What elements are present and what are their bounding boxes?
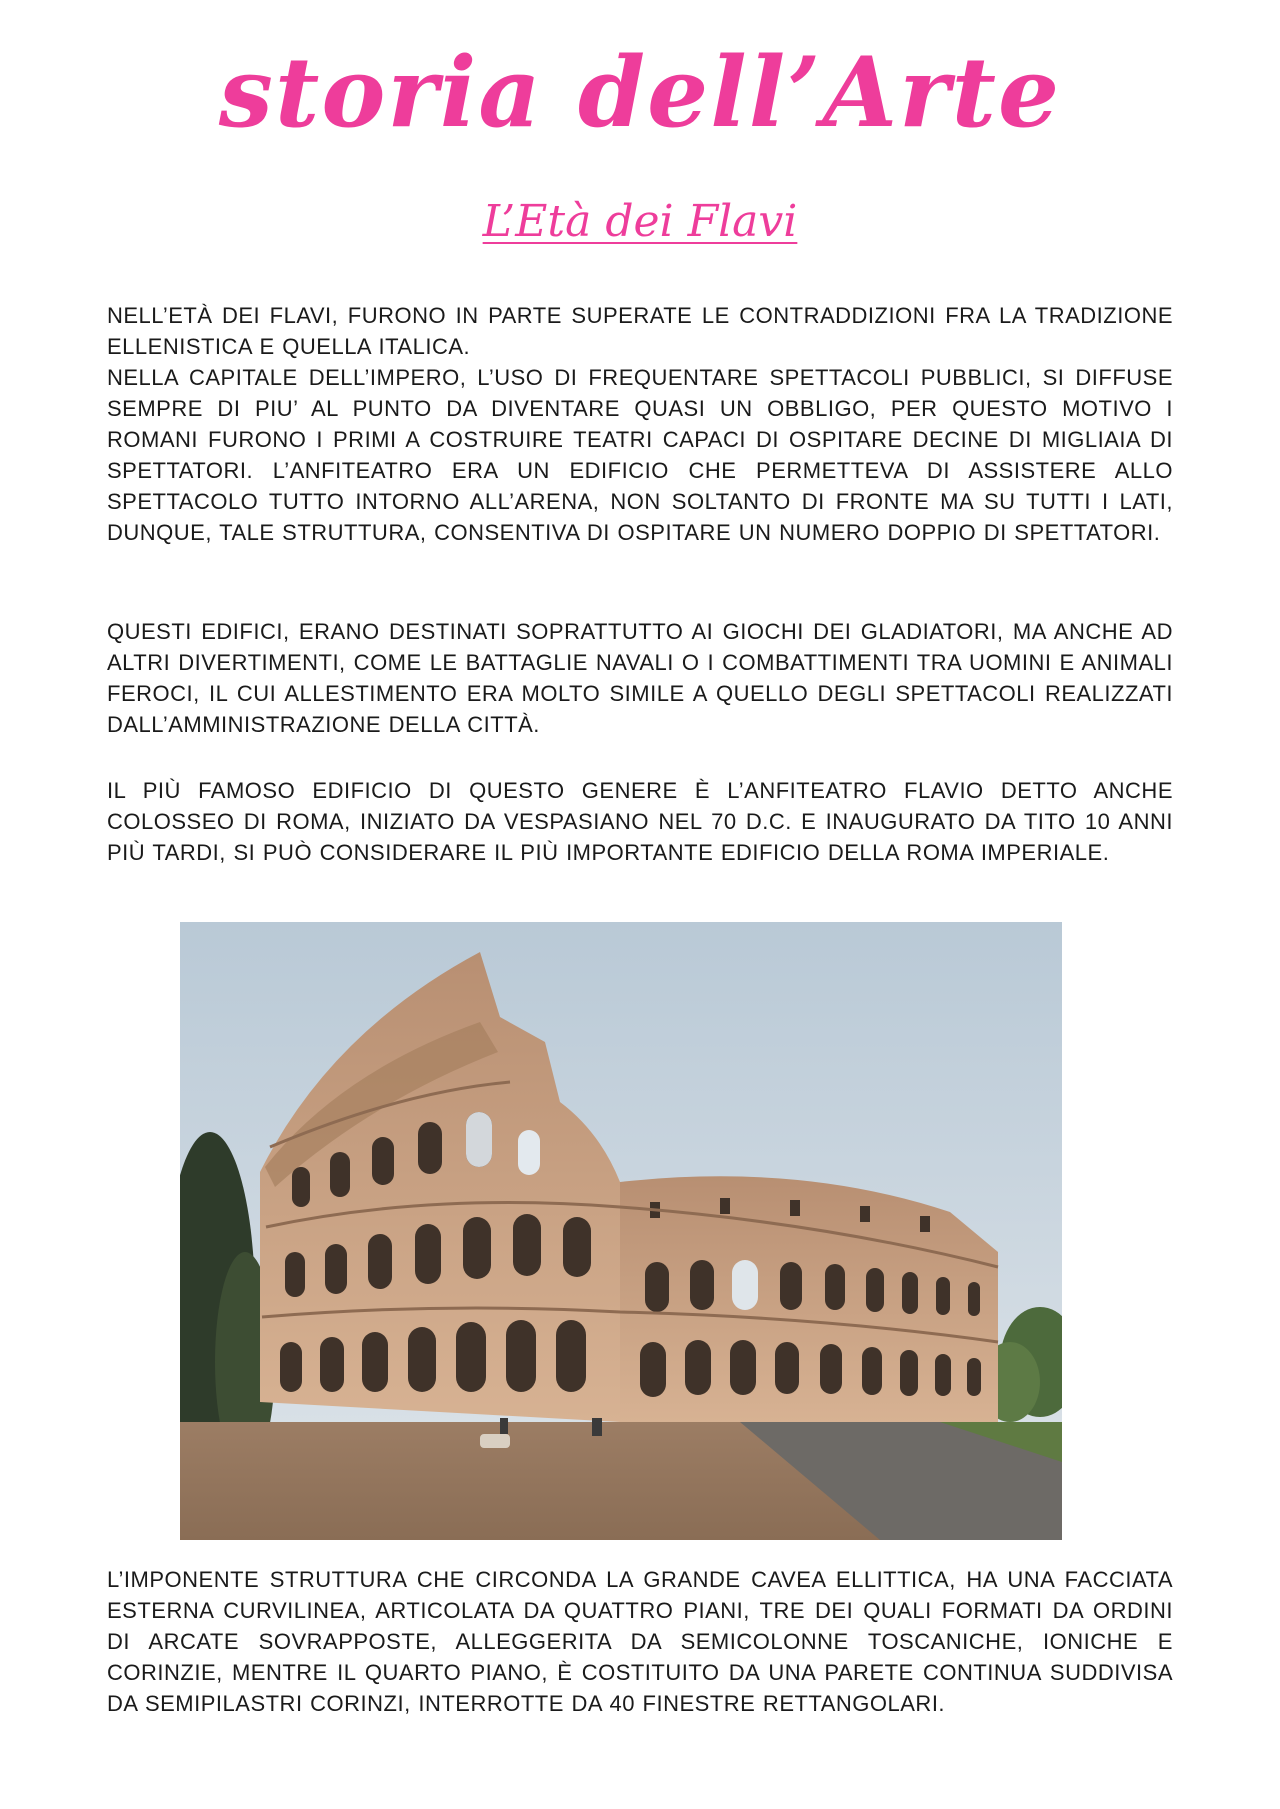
colosseum-illustration [180, 922, 1062, 1540]
structure-paragraph: L’IMPONENTE STRUTTURA CHE CIRCONDA LA GRANDE CAVEA ELLITTICA, HA UNA FACCIATA ESTERNA CURVILINEA, ARTICOLATA DA QUATTRO PIANI, TRE DEI QUALI FORMATI DA ORDINI DI ARCATE SOVRAPPOSTE, ALLEGGERITA DA SEMICOLONNE TOSCANICHE, IONICHE E CORINZIE, MENTRE IL QUARTO PIANO, È COSTITUITO DA UNA PARETE CONTINUA SUDDIVISA DA SEMIPILASTRI CORINZI, INTERROTTE DA 40 FINESTRE RETTANGOLARI. [107, 1567, 1173, 1716]
subtitle-text: L’Età dei Flavi [482, 196, 798, 247]
intro-paragraph [107, 300, 1173, 548]
buildings-paragraph: QUESTI EDIFICI, ERANO DESTINATI SOPRATTUTTO AI GIOCHI DEI GLADIATORI, MA ANCHE AD ALTRI DIVERTIMENTI, COME LE BATTAGLIE NAVALI O I COMBATTIMENTI TRA UOMINI E ANIMALI FEROCI, IL CUI ALLESTIMENTO ERA MOLTO SIMILE A QUELLO DEGLI SPETTACOLI REALIZZATI DALL’AMMINISTRAZIONE DELLA CITTÀ. [107, 619, 1173, 737]
intro-line-1: NELL’ETÀ DEI FLAVI, FURONO IN PARTE SUPERATE LE CONTRADDIZIONI FRA LA TRADIZIONE ELLENISTICA E QUELLA ITALICA. [107, 303, 1173, 359]
page-title: storia dell’Arte [218, 36, 1062, 149]
page-subtitle [0, 194, 1280, 250]
intro-line-2: NELLA CAPITALE DELL’IMPERO, L’USO DI FREQUENTARE SPETTACOLI PUBBLICI, SI DIFFUSE SEMPRE DI PIU’ AL PUNTO DA DIVENTARE QUASI UN OBBLIGO, PER QUESTO MOTIVO I ROMANI FURONO I PRIMI A COSTRUIRE TEATRI CAPACI DI OSPITARE DECINE DI MIGLIAIA DI SPETTATORI. L’ANFITEATRO ERA UN EDIFICIO CHE PERMETTEVA DI ASSISTERE ALLO SPETTACOLO TUTTO INTORNO ALL’ARENA, NON SOLTANTO DI FRONTE MA SU TUTTI I LATI, DUNQUE, TALE STRUTTURA, CONSENTIVA DI OSPITARE UN NUMERO DOPPIO DI SPETTATORI. [107, 365, 1173, 545]
colosseum-paragraph: IL PIÙ FAMOSO EDIFICIO DI QUESTO GENERE È L’ANFITEATRO FLAVIO DETTO ANCHE COLOSSEO DI ROMA, INIZIATO DA VESPASIANO NEL 70 D.C. E INAUGURATO DA TITO 10 ANNI PIÙ TARDI, SI PUÒ CONSIDERARE IL PIÙ IMPORTANTE EDIFICIO DELLA ROMA IMPERIALE. [107, 778, 1173, 865]
colosseum-photo [180, 922, 1062, 1540]
